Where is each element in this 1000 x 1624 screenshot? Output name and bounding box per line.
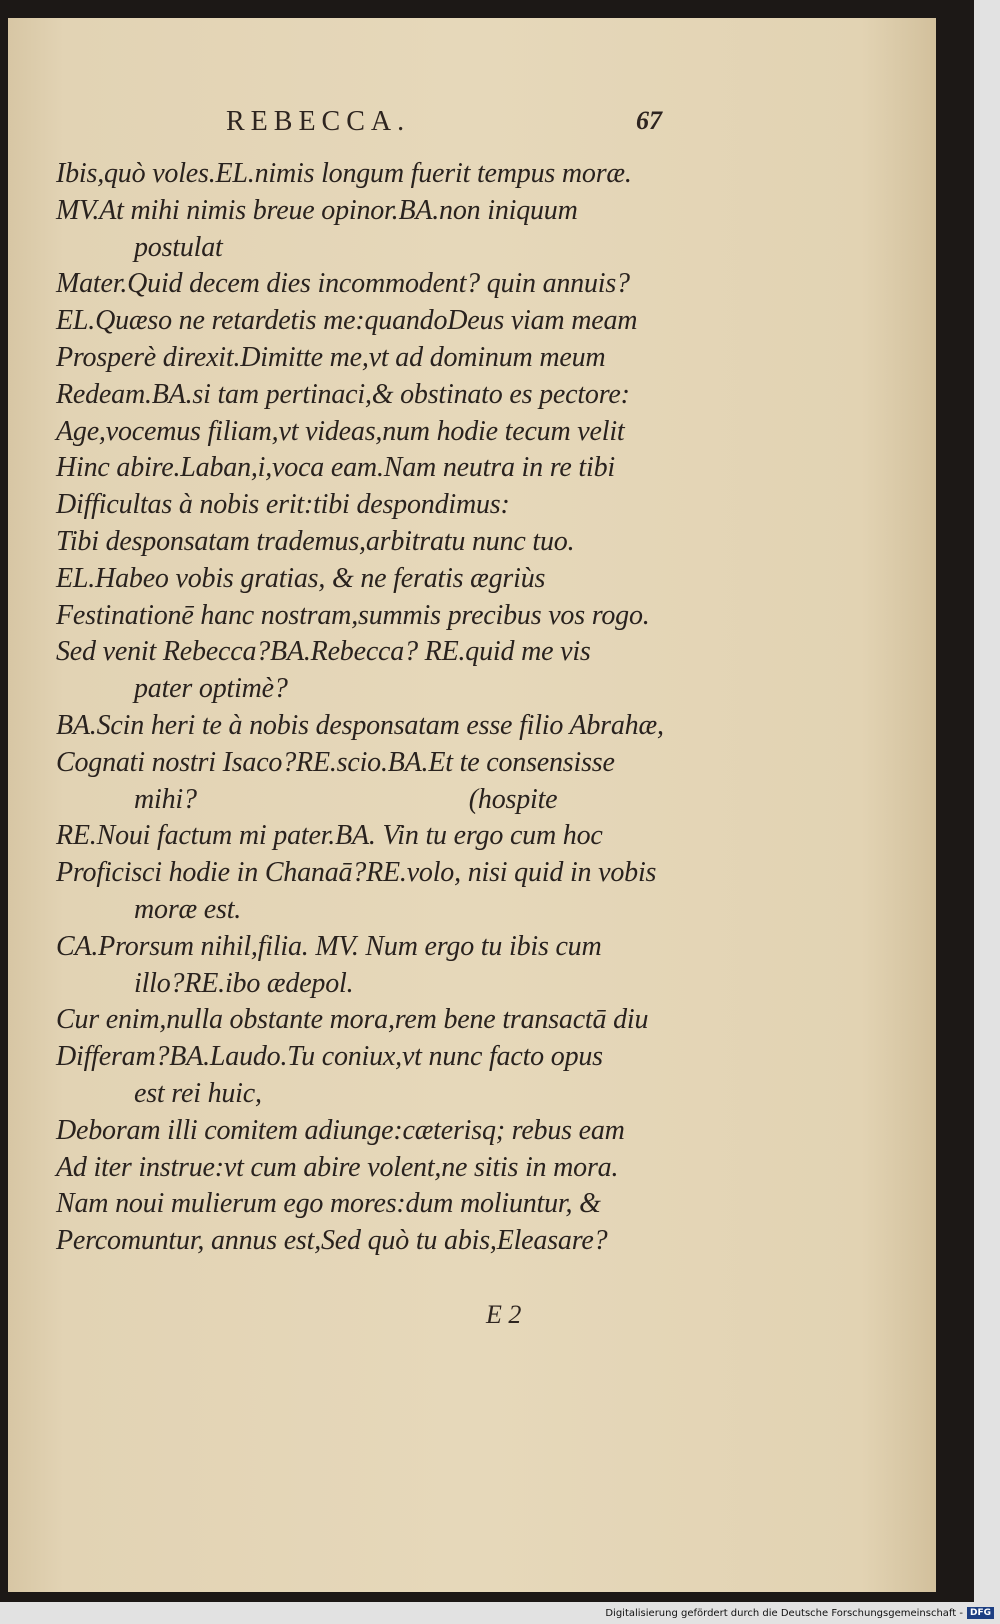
text-line: Prosperè direxit.Dimitte me,vt ad dominum meum [56, 341, 606, 373]
text-line: Proficisci hodie in Chanaā?RE.volo, nisi quid in vobis [56, 857, 657, 889]
text-line: Mater.Quid decem dies incommodent? quin annuis? [56, 268, 630, 300]
text-line: Sed venit Rebecca?BA.Rebecca? RE.quid me vis [56, 636, 591, 668]
text-line: Cognati nostri Isaco?RE.scio.BA.Et te consensisse [56, 746, 615, 778]
footer-text: Digitalisierung gefördert durch die Deutsche Forschungsgemeinschaft - [605, 1607, 963, 1619]
text-line: Cur enim,nulla obstante mora,rem bene transactā diu [56, 1004, 649, 1036]
text-line: Nam noui mulierum ego mores:dum moliuntur, & [56, 1188, 601, 1220]
text-line: Difficultas à nobis erit:tibi despondimus: [56, 489, 510, 521]
text-line: pater optimè? [134, 673, 288, 705]
text-line: Ibis,quò voles.EL.nimis longum fuerit tempus moræ. [56, 158, 632, 189]
digitization-footer [605, 1606, 994, 1620]
book-page [8, 18, 936, 1592]
text-line: EL.Habeo vobis gratias, & ne feratis ægriùs [56, 562, 546, 594]
text-line: Percomuntur, annus est,Sed quò tu abis,Eleasare? [56, 1225, 608, 1257]
text-line: Redeam.BA.si tam pertinaci,& obstinato es pectore: [56, 378, 630, 410]
text-line: BA.Scin heri te à nobis desponsatam esse filio Abrahæ, [56, 709, 664, 741]
running-header [8, 106, 936, 146]
text-line: Ad iter instrue:vt cum abire volent,ne sitis in mora. [56, 1151, 619, 1183]
text-line: CA.Prorsum nihil,filia. MV. Num ergo tu ibis cum [56, 930, 602, 962]
text-line: est rei huic, [134, 1077, 262, 1109]
text-line: RE.Noui factum mi pater.BA. Vin tu ergo cum hoc [56, 820, 603, 852]
text-line: Tibi desponsatam trademus,arbitratu nunc tuo. [56, 525, 575, 557]
page-number: 67 [636, 106, 662, 135]
text-line: MV.At mihi nimis breue opinor.BA.non iniquum [56, 194, 578, 226]
text-line: Age,vocemus filiam,vt videas,num hodie tecum velit [56, 415, 625, 447]
text-line: Differam?BA.Laudo.Tu coniux,vt nunc facto opus [56, 1041, 603, 1073]
text-line: EL.Quæso ne retardetis me:quandoDeus viam meam [56, 305, 638, 337]
text-line: mihi? (hospite [134, 783, 558, 815]
body-text [56, 156, 696, 1260]
dfg-logo[interactable]: DFG [967, 1607, 994, 1619]
text-line: Deboram illi comitem adiunge:cæterisq; rebus eam [56, 1114, 625, 1146]
text-line: Festinationē hanc nostram,summis precibus vos rogo. [56, 599, 650, 631]
text-line: moræ est. [134, 893, 242, 925]
text-line: Hinc abire.Laban,i,voca eam.Nam neutra in re tibi [56, 452, 615, 484]
text-line: illo?RE.ibo ædepol. [134, 967, 354, 999]
running-title: REBECCA. [226, 106, 411, 137]
text-line: postulat [134, 231, 223, 263]
signature-mark: E 2 [486, 1300, 522, 1329]
